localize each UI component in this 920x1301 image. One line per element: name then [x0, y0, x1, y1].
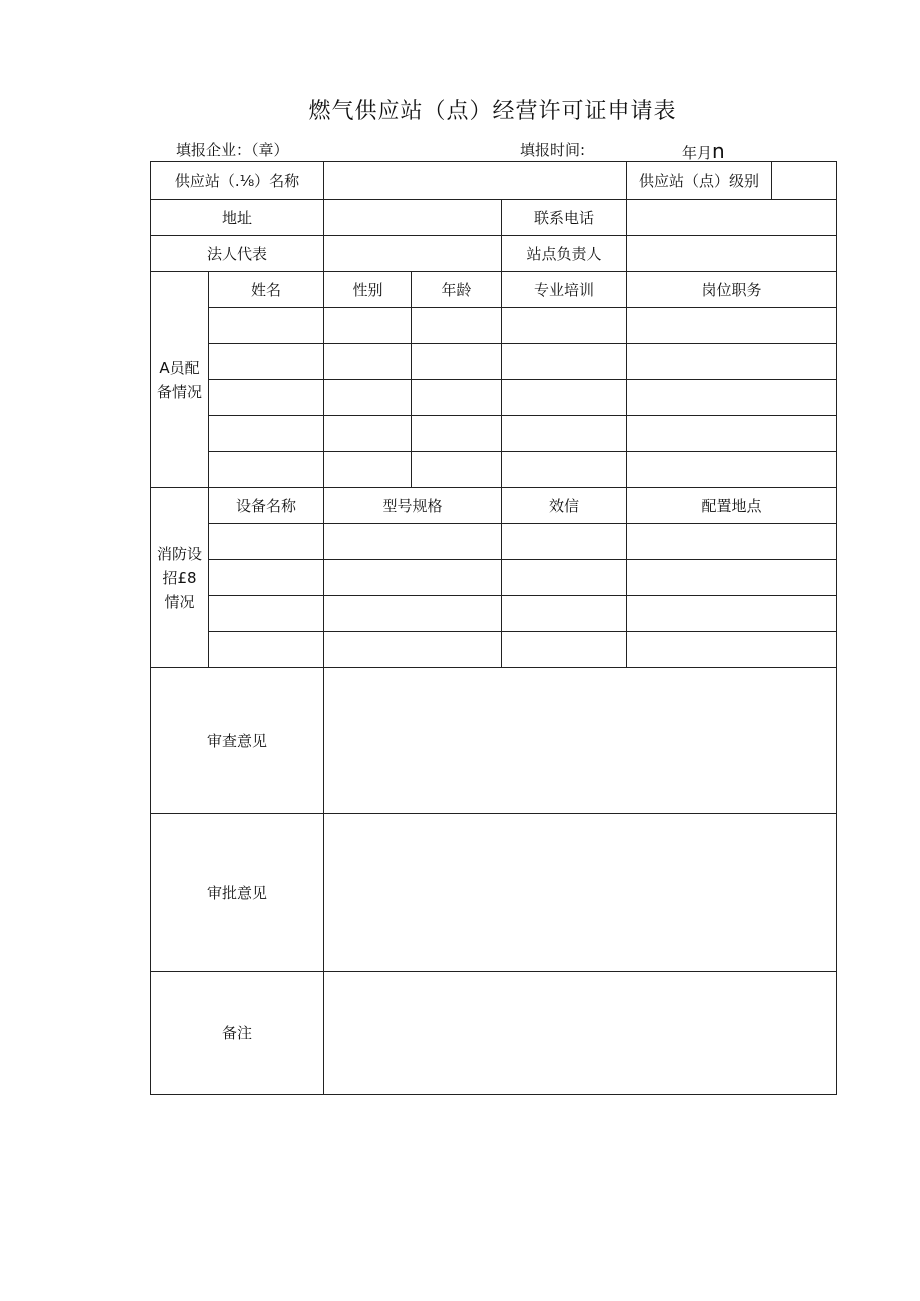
fire-cell[interactable]: [209, 632, 324, 668]
station-manager-field[interactable]: [627, 236, 837, 272]
staff-cell[interactable]: [627, 380, 837, 416]
staff-cell[interactable]: [209, 452, 324, 488]
fire-cell[interactable]: [502, 596, 627, 632]
approval-field[interactable]: [324, 814, 837, 972]
staff-row: [151, 416, 837, 452]
station-level-label: 供应站（点）级别: [627, 162, 772, 200]
fire-section-label: 消防设 招£8 情况: [151, 488, 209, 668]
review-row: [151, 668, 837, 814]
review-field[interactable]: [324, 668, 837, 814]
staff-col-gender: 性别: [324, 272, 412, 308]
station-name-field[interactable]: [324, 162, 627, 200]
staff-cell[interactable]: [412, 380, 502, 416]
phone-label: 联系电话: [502, 200, 627, 236]
remarks-field[interactable]: [324, 972, 837, 1095]
fire-cell[interactable]: [502, 524, 627, 560]
fire-col-equipment: 设备名称: [209, 488, 324, 524]
address-field[interactable]: [324, 200, 502, 236]
fire-row: [151, 632, 837, 668]
fire-cell[interactable]: [324, 560, 502, 596]
staff-cell[interactable]: [502, 452, 627, 488]
application-form-table: [150, 161, 837, 1095]
staff-cell[interactable]: [324, 416, 412, 452]
fire-cell[interactable]: [627, 596, 837, 632]
staff-cell[interactable]: [209, 380, 324, 416]
fire-col-quantity: 效信: [502, 488, 627, 524]
fill-time-label: 填报时间:: [520, 141, 586, 159]
staff-cell[interactable]: [412, 308, 502, 344]
staff-header-row: [151, 272, 837, 308]
fire-cell[interactable]: [627, 524, 837, 560]
fire-row: [151, 596, 837, 632]
approval-row: [151, 814, 837, 972]
staff-cell[interactable]: [412, 344, 502, 380]
staff-cell[interactable]: [209, 308, 324, 344]
fire-cell[interactable]: [324, 596, 502, 632]
staff-cell[interactable]: [627, 452, 837, 488]
staff-cell[interactable]: [324, 380, 412, 416]
date-suffix: n: [712, 139, 725, 163]
station-name-label: 供应站（.⅛）名称: [151, 162, 324, 200]
staff-cell[interactable]: [502, 380, 627, 416]
staff-cell[interactable]: [627, 344, 837, 380]
address-label: 地址: [151, 200, 324, 236]
fire-row: [151, 560, 837, 596]
staff-cell[interactable]: [627, 416, 837, 452]
fire-cell[interactable]: [209, 596, 324, 632]
legal-rep-field[interactable]: [324, 236, 502, 272]
fire-row: [151, 524, 837, 560]
staff-row: [151, 380, 837, 416]
review-label: 审查意见: [151, 668, 324, 814]
date-text: 年月: [682, 144, 713, 162]
staff-cell[interactable]: [209, 416, 324, 452]
staff-cell[interactable]: [412, 452, 502, 488]
staff-col-training: 专业培训: [502, 272, 627, 308]
phone-field[interactable]: [627, 200, 837, 236]
fire-cell[interactable]: [324, 524, 502, 560]
fire-cell[interactable]: [627, 632, 837, 668]
form-title: 燃气供应站（点）经营许可证申请表: [308, 99, 677, 124]
staff-cell[interactable]: [502, 308, 627, 344]
remarks-row: [151, 972, 837, 1095]
fire-col-location: 配置地点: [627, 488, 837, 524]
company-label: 填报企业：（章）: [176, 141, 289, 159]
staff-cell[interactable]: [502, 344, 627, 380]
fire-cell[interactable]: [209, 560, 324, 596]
station-level-field[interactable]: [772, 162, 837, 200]
staff-cell[interactable]: [324, 308, 412, 344]
approval-label: 审批意见: [151, 814, 324, 972]
staff-row: [151, 452, 837, 488]
staff-col-name: 姓名: [209, 272, 324, 308]
fire-cell[interactable]: [502, 632, 627, 668]
staff-cell[interactable]: [324, 452, 412, 488]
staff-cell[interactable]: [324, 344, 412, 380]
fire-cell[interactable]: [324, 632, 502, 668]
fire-cell[interactable]: [209, 524, 324, 560]
staff-cell[interactable]: [412, 416, 502, 452]
staff-cell[interactable]: [627, 308, 837, 344]
date-label: [682, 139, 725, 163]
staff-col-position: 岗位职务: [627, 272, 837, 308]
staff-row: [151, 308, 837, 344]
staff-section-label: A员配 备情况: [151, 272, 209, 488]
fire-cell[interactable]: [502, 560, 627, 596]
staff-cell[interactable]: [502, 416, 627, 452]
address-row: [151, 200, 837, 236]
staff-row: [151, 344, 837, 380]
station-name-row: [151, 162, 837, 200]
legal-rep-label: 法人代表: [151, 236, 324, 272]
legal-rep-row: [151, 236, 837, 272]
fire-header-row: [151, 488, 837, 524]
staff-col-age: 年龄: [412, 272, 502, 308]
staff-cell[interactable]: [209, 344, 324, 380]
fire-col-model: 型号规格: [324, 488, 502, 524]
remarks-label: 备注: [151, 972, 324, 1095]
station-manager-label: 站点负责人: [502, 236, 627, 272]
fire-cell[interactable]: [627, 560, 837, 596]
